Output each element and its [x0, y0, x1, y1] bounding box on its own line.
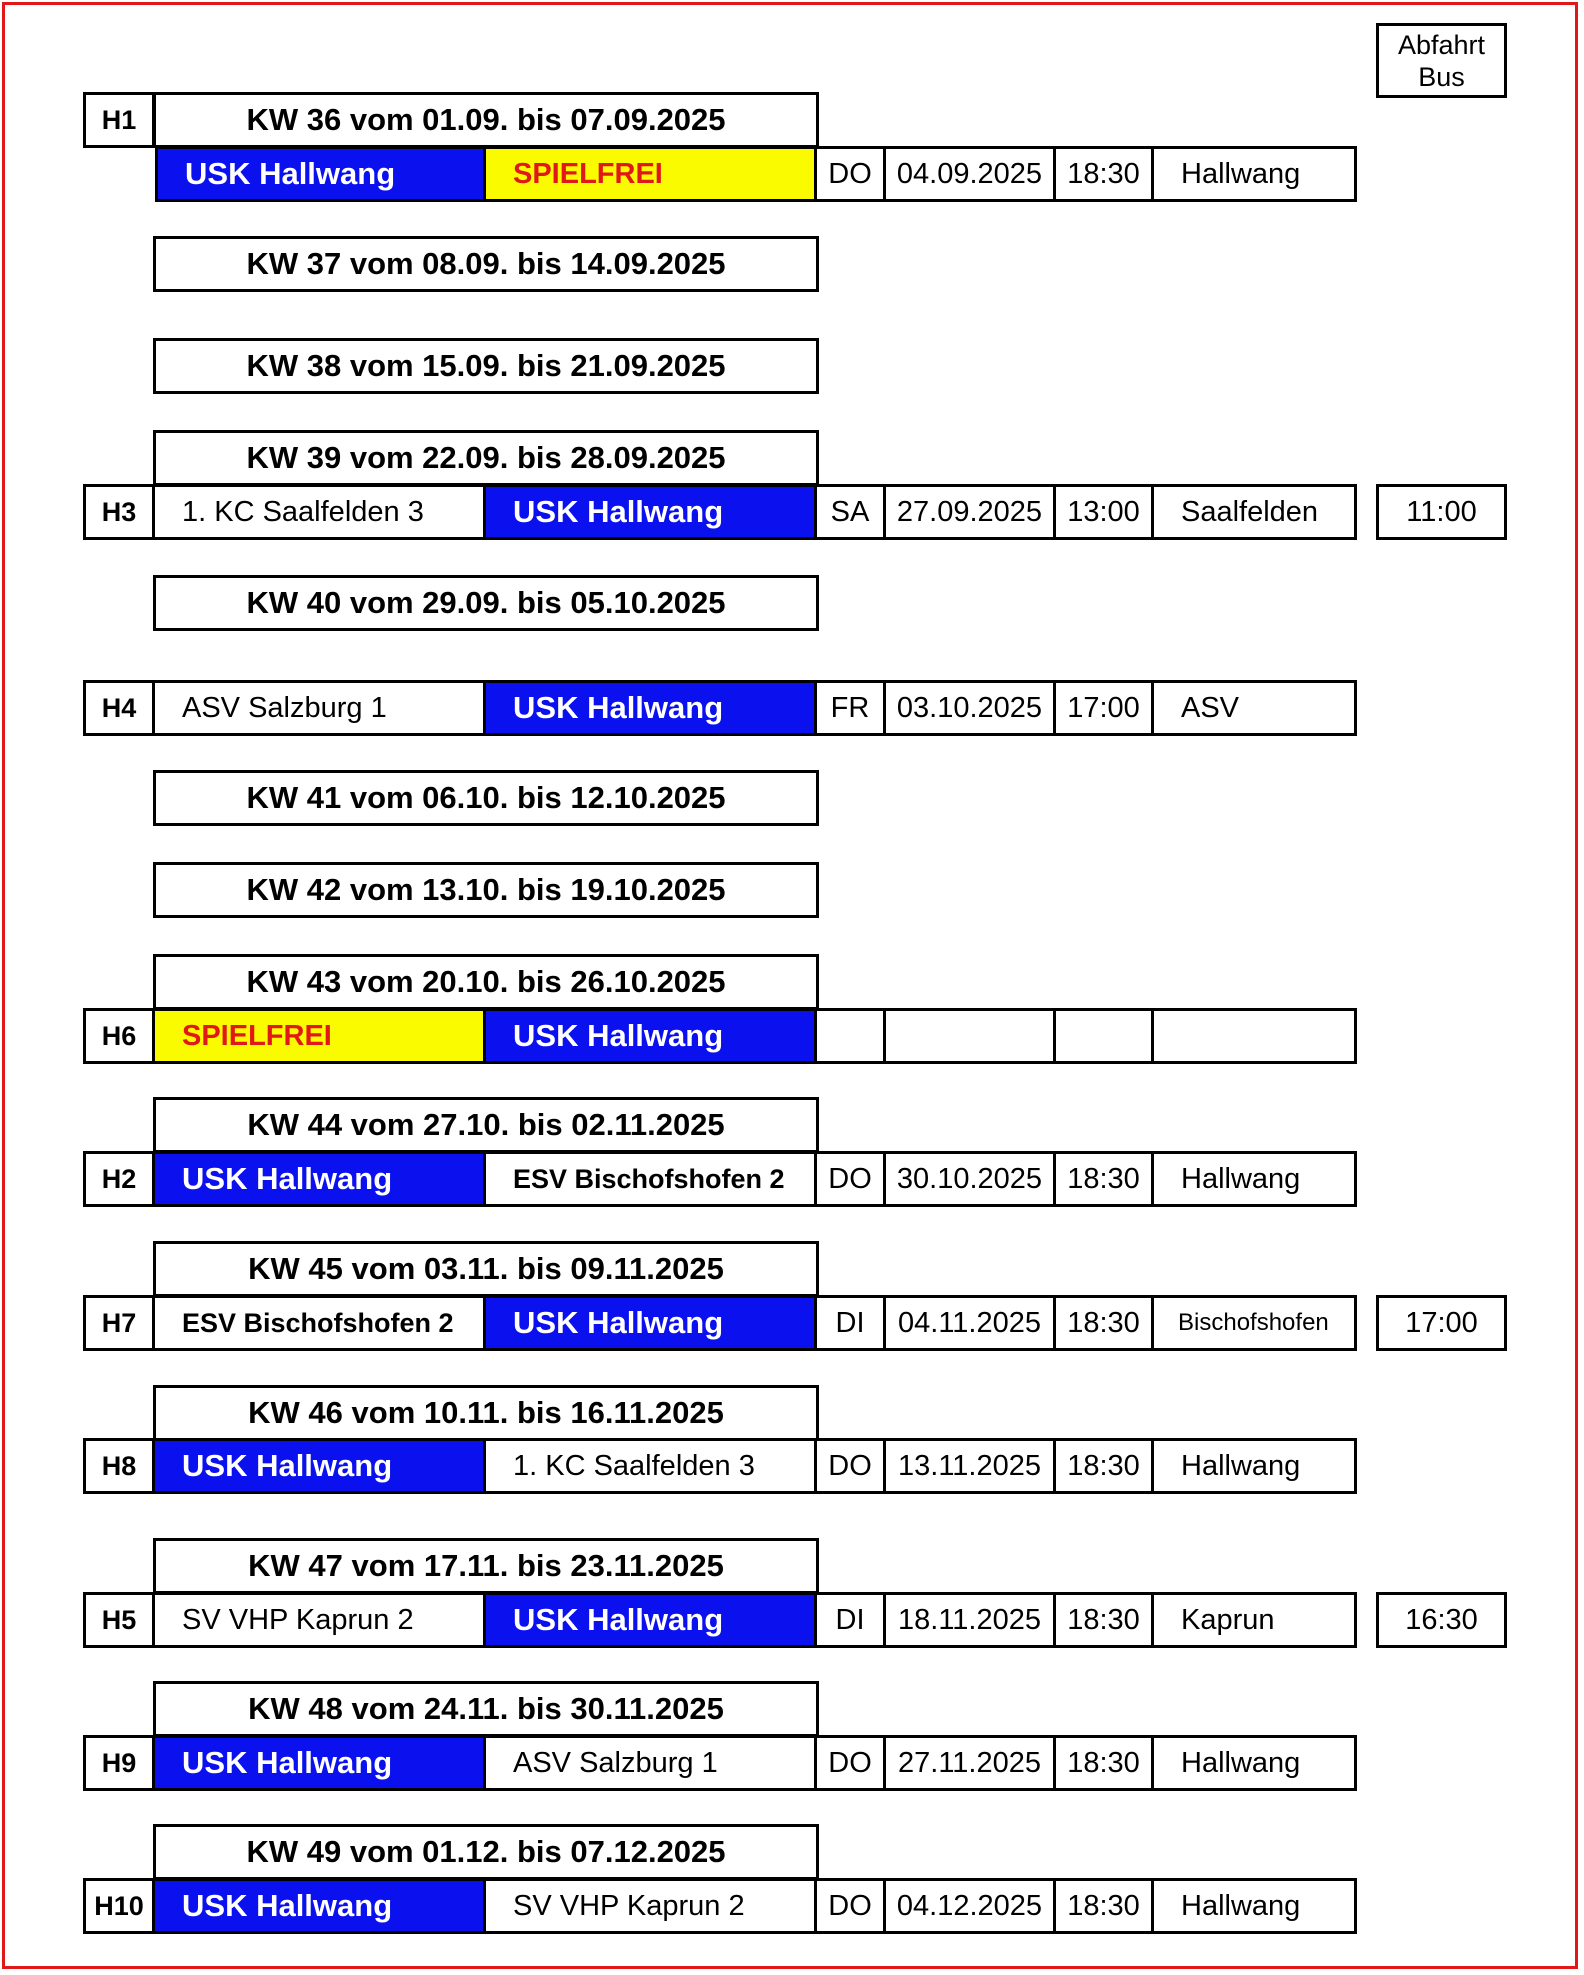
bus-header-line2: Bus	[1418, 61, 1465, 92]
bus-departure-time: 16:30	[1376, 1592, 1507, 1648]
match-date: 27.09.2025	[886, 484, 1056, 540]
match-venue: Hallwang	[1154, 146, 1357, 202]
round-label: H8	[83, 1438, 155, 1494]
match-row	[83, 1878, 1357, 1934]
week-header: KW 38 vom 15.09. bis 21.09.2025	[153, 338, 819, 394]
home-team: USK Hallwang	[155, 1735, 486, 1791]
match-row	[83, 146, 1357, 202]
round-label: H1	[83, 92, 155, 148]
match-row	[83, 1151, 1357, 1207]
bus-header-line1: Abfahrt	[1397, 29, 1486, 60]
week-header: KW 46 vom 10.11. bis 16.11.2025	[153, 1385, 819, 1441]
home-team: ASV Salzburg 1	[155, 680, 486, 736]
round-label: H3	[83, 484, 155, 540]
match-time: 18:30	[1056, 1592, 1154, 1648]
round-label: H2	[83, 1151, 155, 1207]
match-time: 18:30	[1056, 1878, 1154, 1934]
match-day: DO	[817, 1438, 886, 1494]
away-team: USK Hallwang	[486, 1008, 817, 1064]
away-team: SV VHP Kaprun 2	[486, 1878, 817, 1934]
match-day: SA	[817, 484, 886, 540]
away-team: USK Hallwang	[486, 484, 817, 540]
round-label: H6	[83, 1008, 155, 1064]
match-time: 18:30	[1056, 1151, 1154, 1207]
match-venue: Bischofshofen	[1154, 1295, 1357, 1351]
home-team: USK Hallwang	[155, 1438, 486, 1494]
match-time: 17:00	[1056, 680, 1154, 736]
bus-departure-time: 11:00	[1376, 484, 1507, 540]
match-date: 04.11.2025	[886, 1295, 1056, 1351]
bus-departure-time: 17:00	[1376, 1295, 1507, 1351]
match-row	[83, 680, 1357, 736]
away-team: USK Hallwang	[486, 1295, 817, 1351]
match-venue: ASV	[1154, 680, 1357, 736]
match-venue: Saalfelden	[1154, 484, 1357, 540]
away-team: ESV Bischofshofen 2	[486, 1151, 817, 1207]
week-header: KW 45 vom 03.11. bis 09.11.2025	[153, 1241, 819, 1297]
match-row	[83, 1295, 1357, 1351]
match-time: 18:30	[1056, 1295, 1154, 1351]
round-label: H9	[83, 1735, 155, 1791]
match-time: 18:30	[1056, 146, 1154, 202]
schedule-page	[2, 2, 1578, 1969]
match-date: 18.11.2025	[886, 1592, 1056, 1648]
round-label: H7	[83, 1295, 155, 1351]
home-team: USK Hallwang	[155, 146, 486, 202]
match-date: 04.09.2025	[886, 146, 1056, 202]
away-team: 1. KC Saalfelden 3	[486, 1438, 817, 1494]
match-row	[83, 1735, 1357, 1791]
match-day: DI	[817, 1592, 886, 1648]
match-day: DO	[817, 1151, 886, 1207]
match-row	[83, 1592, 1357, 1648]
home-team: 1. KC Saalfelden 3	[155, 484, 486, 540]
home-team: SPIELFREI	[155, 1008, 486, 1064]
match-day: DO	[817, 1878, 886, 1934]
week-header: KW 47 vom 17.11. bis 23.11.2025	[153, 1538, 819, 1594]
match-time: 13:00	[1056, 484, 1154, 540]
match-day: DO	[817, 1735, 886, 1791]
match-day: DO	[817, 146, 886, 202]
match-date	[886, 1008, 1056, 1064]
match-date: 04.12.2025	[886, 1878, 1056, 1934]
week-header: KW 48 vom 24.11. bis 30.11.2025	[153, 1681, 819, 1737]
week-header: KW 36 vom 01.09. bis 07.09.2025	[153, 92, 819, 148]
match-date: 03.10.2025	[886, 680, 1056, 736]
away-team: USK Hallwang	[486, 680, 817, 736]
match-row	[83, 484, 1357, 540]
week-header: KW 49 vom 01.12. bis 07.12.2025	[153, 1824, 819, 1880]
match-date: 30.10.2025	[886, 1151, 1056, 1207]
match-day: FR	[817, 680, 886, 736]
week-header: KW 37 vom 08.09. bis 14.09.2025	[153, 236, 819, 292]
match-row	[83, 1008, 1357, 1064]
away-team: SPIELFREI	[486, 146, 817, 202]
match-time: 18:30	[1056, 1735, 1154, 1791]
match-venue: Hallwang	[1154, 1151, 1357, 1207]
home-team: USK Hallwang	[155, 1151, 486, 1207]
round-label: H5	[83, 1592, 155, 1648]
week-header: KW 40 vom 29.09. bis 05.10.2025	[153, 575, 819, 631]
match-venue: Hallwang	[1154, 1878, 1357, 1934]
week-header: KW 44 vom 27.10. bis 02.11.2025	[153, 1097, 819, 1153]
week-header: KW 41 vom 06.10. bis 12.10.2025	[153, 770, 819, 826]
week-header: KW 39 vom 22.09. bis 28.09.2025	[153, 430, 819, 486]
home-team: ESV Bischofshofen 2	[155, 1295, 486, 1351]
home-team: SV VHP Kaprun 2	[155, 1592, 486, 1648]
away-team: USK Hallwang	[486, 1592, 817, 1648]
match-venue	[1154, 1008, 1357, 1064]
match-venue: Hallwang	[1154, 1735, 1357, 1791]
round-label: H10	[83, 1878, 155, 1934]
bus-departure-header	[1376, 23, 1507, 98]
match-date: 13.11.2025	[886, 1438, 1056, 1494]
match-date: 27.11.2025	[886, 1735, 1056, 1791]
match-row	[83, 1438, 1357, 1494]
week-header: KW 43 vom 20.10. bis 26.10.2025	[153, 954, 819, 1010]
match-day	[817, 1008, 886, 1064]
week-header: KW 42 vom 13.10. bis 19.10.2025	[153, 862, 819, 918]
home-team: USK Hallwang	[155, 1878, 486, 1934]
match-venue: Kaprun	[1154, 1592, 1357, 1648]
round-label: H4	[83, 680, 155, 736]
match-time: 18:30	[1056, 1438, 1154, 1494]
match-venue: Hallwang	[1154, 1438, 1357, 1494]
match-time	[1056, 1008, 1154, 1064]
match-day: DI	[817, 1295, 886, 1351]
away-team: ASV Salzburg 1	[486, 1735, 817, 1791]
